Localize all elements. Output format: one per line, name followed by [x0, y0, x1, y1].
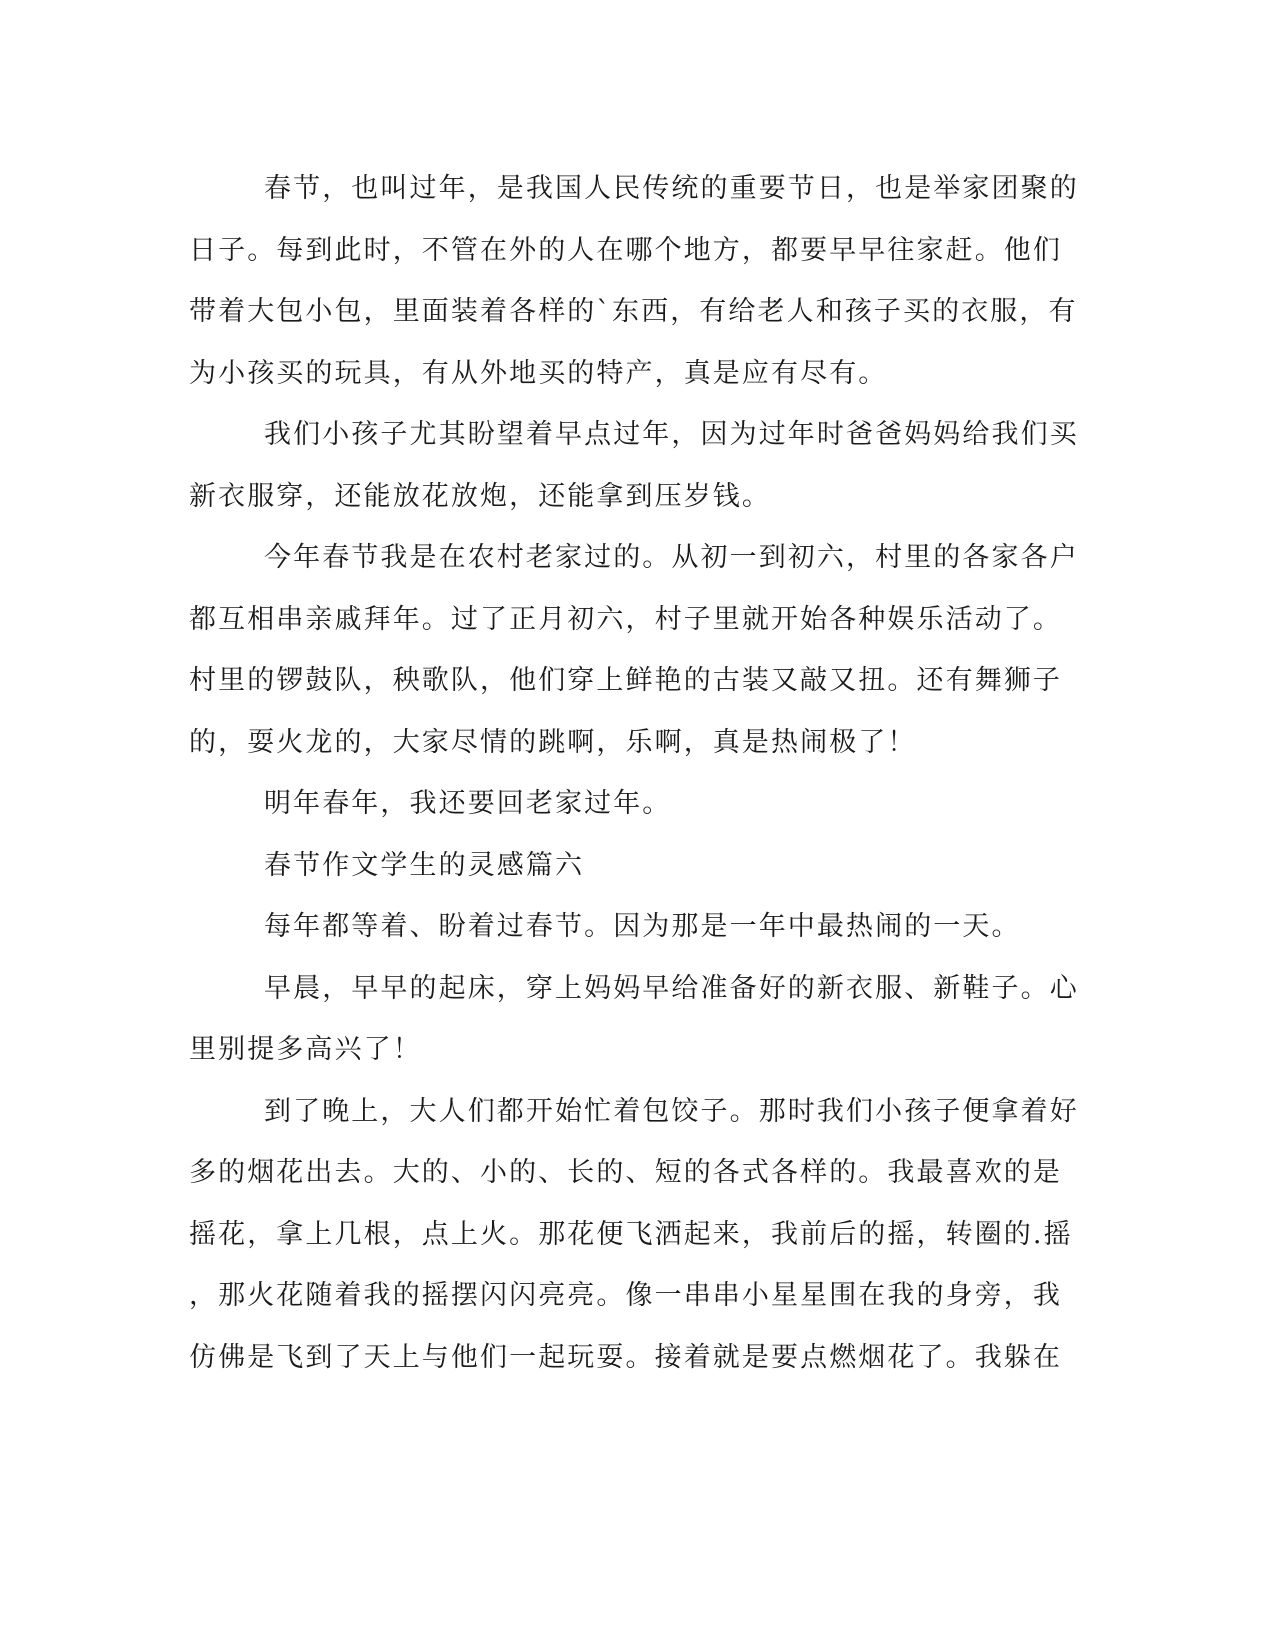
text-line: 新衣服穿，还能放花放炮，还能拿到压岁钱。 — [189, 480, 771, 512]
text-line: 春节，也叫过年，是我国人民传统的重要节日，也是举家团聚的 — [264, 173, 1079, 204]
text-line: 都互相串亲戚拜年。过了正月初六，村子里就开始各种娱乐活动了。 — [189, 603, 1062, 635]
text-line: ，那火花随着我的摇摆闪闪亮亮。像一串串小星星围在我的身旁，我 — [189, 1280, 1062, 1311]
text-line: 村里的锣鼓队，秧歌队，他们穿上鲜艳的古装又敲又扭。还有舞狮子 — [189, 665, 1062, 696]
text-line: 的，耍火龙的，大家尽情的跳啊，乐啊，真是热闹极了！ — [189, 726, 917, 758]
text-line: 早晨，早早的起床，穿上妈妈早给准备好的新衣服、新鞋子。心 — [264, 972, 1079, 1004]
text-line: 每年都等着、盼着过春节。因为那是一年中最热闹的一天。 — [264, 911, 1021, 942]
text-line: 里别提多高兴了！ — [189, 1034, 422, 1065]
section-heading: 春节作文学生的灵感篇六 — [264, 849, 585, 881]
text-line: 仿佛是飞到了天上与他们一起玩耍。接着就是要点燃烟花了。我躲在 — [189, 1341, 1062, 1373]
text-line: 摇花，拿上几根，点上火。那花便飞洒起来，我前后的摇，转圈的.摇 — [189, 1218, 1073, 1250]
text-line: 带着大包小包，里面装着各样的`东西，有给老人和孩子买的衣服，有 — [189, 296, 1078, 327]
text-line: 明年春年，我还要回老家过年。 — [264, 788, 672, 819]
text-line: 今年春节我是在农村老家过的。从初一到初六，村里的各家各户 — [264, 542, 1079, 573]
text-line: 我们小孩子尤其盼望着早点过年，因为过年时爸爸妈妈给我们买 — [264, 419, 1079, 450]
text-line: 为小孩买的玩具，有从外地买的特产，真是应有尽有。 — [189, 357, 888, 389]
text-line: 多的烟花出去。大的、小的、长的、短的各式各样的。我最喜欢的是 — [189, 1157, 1062, 1188]
document-body — [189, 158, 1079, 1388]
text-line: 日子。每到此时，不管在外的人在哪个地方，都要早早往家赶。他们 — [189, 234, 1062, 266]
text-line: 到了晚上，大人们都开始忙着包饺子。那时我们小孩子便拿着好 — [264, 1095, 1079, 1127]
